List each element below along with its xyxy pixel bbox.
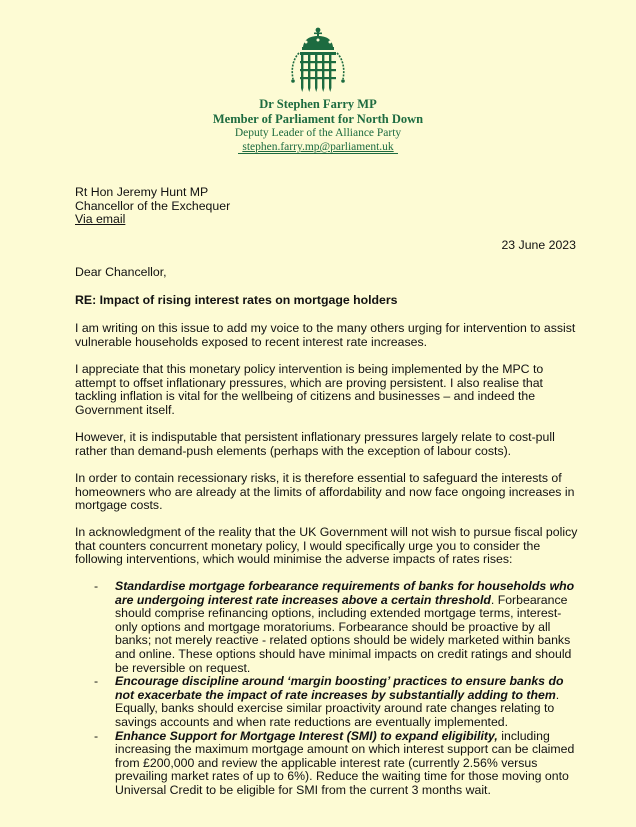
paragraph-line: vulnerable households exposed to recent interest rate increases. (75, 334, 428, 349)
bullet-dash: - (94, 579, 99, 593)
bullet-text: including (497, 728, 550, 743)
letterhead-email-link[interactable]: stephen.farry.mp@parliament.uk (242, 141, 394, 153)
letterhead-name: Dr Stephen Farry MP (259, 97, 377, 111)
paragraph-line: I appreciate that this monetary policy intervention is being implemented by the MPC to (75, 362, 544, 376)
portcullis-crest-icon (289, 27, 347, 93)
bullet-heading: Standardise mortgage forbearance requirements of banks for households who (115, 579, 575, 593)
bullet-dash: - (94, 728, 99, 743)
bullet-line: increasing the maximum mortgage amount on which interest support can be claimed (115, 742, 575, 757)
bullet-line: from £200,000 and review the applicable interest rate (currently 2.56% versus (115, 755, 538, 770)
paragraph-line: homeowners who are already at the limits of affordability and now face ongoing increases in (75, 484, 575, 499)
bullet-heading: not exacerbate the impact of rate increases by substantially adding to them (115, 687, 556, 702)
bullet-line: Universal Credit to be eligible for SMI from the current 3 months wait. (115, 782, 491, 797)
letterhead-deputy: Deputy Leader of the Alliance Party (234, 127, 402, 139)
paragraph-line: mortgage costs. (75, 498, 163, 513)
letterhead-role: Member of Parliament for North Down (212, 112, 424, 126)
body-paragraph (75, 363, 575, 417)
letterhead-divider (238, 153, 398, 154)
list-item (75, 675, 595, 729)
body-paragraph (75, 322, 575, 349)
recipient-via-email-link[interactable]: Via email (75, 212, 126, 227)
recipient-line: Rt Hon Jeremy Hunt MP (75, 185, 209, 199)
paragraph-line: attempt to offset inflationary pressures, which are proving persistent. I also realise that (75, 375, 543, 390)
body-paragraph (75, 472, 575, 513)
letter-date: 23 June 2023 (501, 238, 576, 252)
letterhead-email-wrap (0, 141, 636, 153)
paragraph-line: In acknowledgment of the reality that the UK Government will not wish to pursue fiscal policy (75, 525, 578, 539)
bullet-line: only options and mortgage moratoriums. Forbearance should be proactive by all (115, 619, 551, 634)
interventions-list (75, 580, 595, 798)
paragraph-line: rather than demand-push elements (perhaps with the exception of labour costs). (75, 443, 512, 458)
bullet-text: . (555, 687, 560, 702)
bullet-heading: Enhance Support for Mortgage Interest (SMI) to expand eligibility, (115, 728, 498, 743)
bullet-line: should comprise refinancing options, including extended mortgage terms, interest- (115, 606, 562, 621)
paragraph-line: I am writing on this issue to add my voice to the many others urging for intervention to assist (75, 321, 576, 335)
bullet-text: . Forbearance (490, 592, 568, 607)
paragraph-line: that counters concurrent monetary policy, I would specifically urge you to consider the (75, 538, 541, 553)
paragraph-line: following interventions, which would minimise the adverse impacts of rates rises: (75, 552, 513, 567)
bullet-line: and online. These options should have minimal impacts on credit ratings and should (115, 646, 572, 661)
bullet-line: prevailing market rates of up to 6%). Reduce the waiting time for those moving onto (115, 769, 569, 784)
paragraph-line: tackling inflation is vital for the wellbeing of citizens and businesses – and indeed the (75, 389, 536, 404)
body-paragraph (75, 431, 575, 458)
bullet-line: banks; not merely reactive - related options should be widely marketed within banks (115, 633, 571, 648)
bullet-line: Equally, banks should exercise similar proactivity around rate changes relating to (115, 701, 555, 716)
bullet-line: be reversible on request. (115, 660, 251, 675)
salutation: Dear Chancellor, (75, 265, 167, 279)
paragraph-line: Government itself. (75, 402, 175, 417)
bullet-line: savings accounts and when rate reductions are eventually implemented. (115, 714, 509, 729)
subject-line: RE: Impact of rising interest rates on mortgage holders (75, 293, 398, 307)
list-item (75, 730, 595, 798)
list-item (75, 580, 595, 675)
body-paragraph (75, 525, 578, 567)
recipient-address (75, 186, 230, 227)
paragraph-line: In order to contain recessionary risks, it is therefore essential to safeguard the interests of (75, 471, 562, 485)
recipient-line: Chancellor of the Exchequer (75, 198, 231, 213)
bullet-heading: are undergoing interest rate increases above a certain threshold (115, 592, 491, 607)
bullet-heading: Encourage discipline around ‘margin boosting’ practices to ensure banks do (115, 674, 564, 689)
bullet-dash: - (94, 674, 99, 689)
paragraph-line: However, it is indisputable that persistent inflationary pressures largely relate to cost-pull (75, 430, 555, 444)
